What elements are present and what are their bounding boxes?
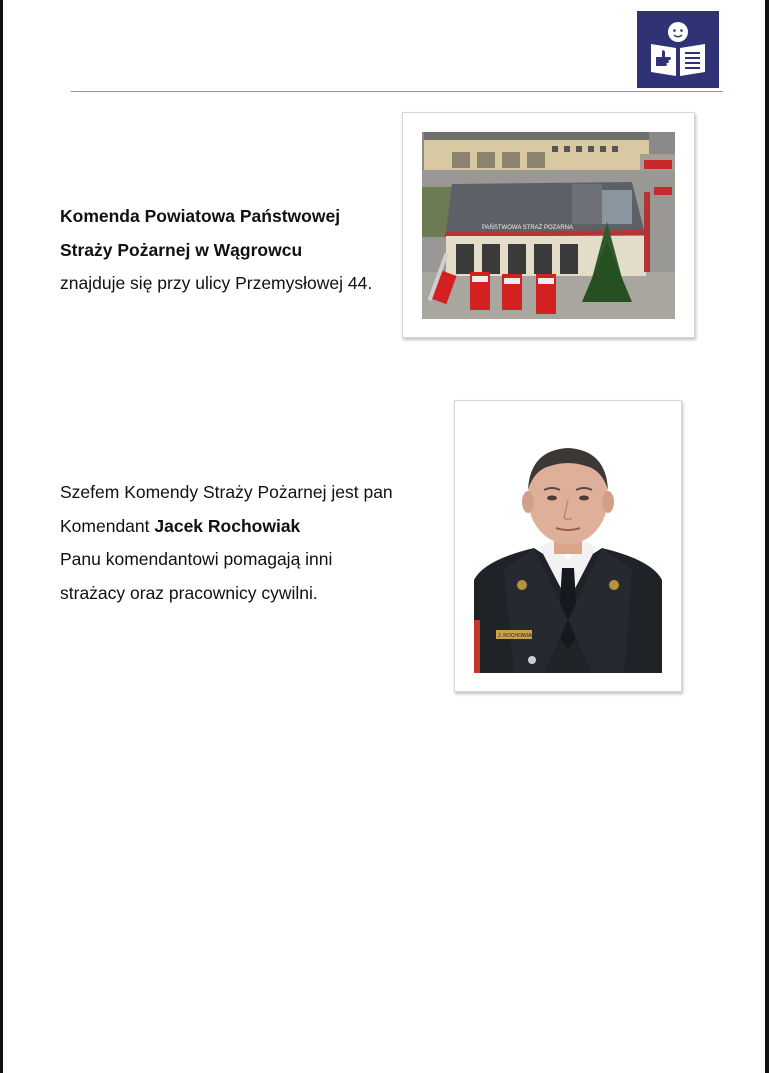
chief-paragraph bbox=[60, 476, 400, 610]
page-border-left bbox=[0, 0, 3, 1073]
commander-portrait-photo bbox=[474, 420, 662, 673]
chief-intro-text: Szefem Komendy Straży Pożarnej jest pan Komendant bbox=[60, 482, 393, 536]
chief-photo-frame bbox=[454, 400, 682, 692]
chief-name: Jacek Rochowiak bbox=[154, 515, 301, 536]
building-sign: PAŃSTWOWA STRAŻ POŻARNA bbox=[482, 225, 574, 231]
fire-station-aerial-photo bbox=[422, 132, 675, 319]
header-rule bbox=[71, 91, 723, 92]
station-address-text: znajduje się przy ulicy Przemysłowej 44. bbox=[60, 273, 373, 293]
station-photo-frame bbox=[402, 112, 695, 338]
chief-helpers-text: Panu komendantowi pomagają inni strażacy oraz pracownicy cywilni. bbox=[60, 549, 333, 603]
name-tag: J. ROCHOWIAK bbox=[498, 633, 535, 639]
station-paragraph bbox=[60, 200, 390, 301]
page-border-right bbox=[765, 0, 769, 1073]
station-title: Komenda Powiatowa Państwowej Straży Pożarnej w Wągrowcu bbox=[60, 206, 341, 260]
easy-to-read-icon bbox=[637, 11, 719, 88]
